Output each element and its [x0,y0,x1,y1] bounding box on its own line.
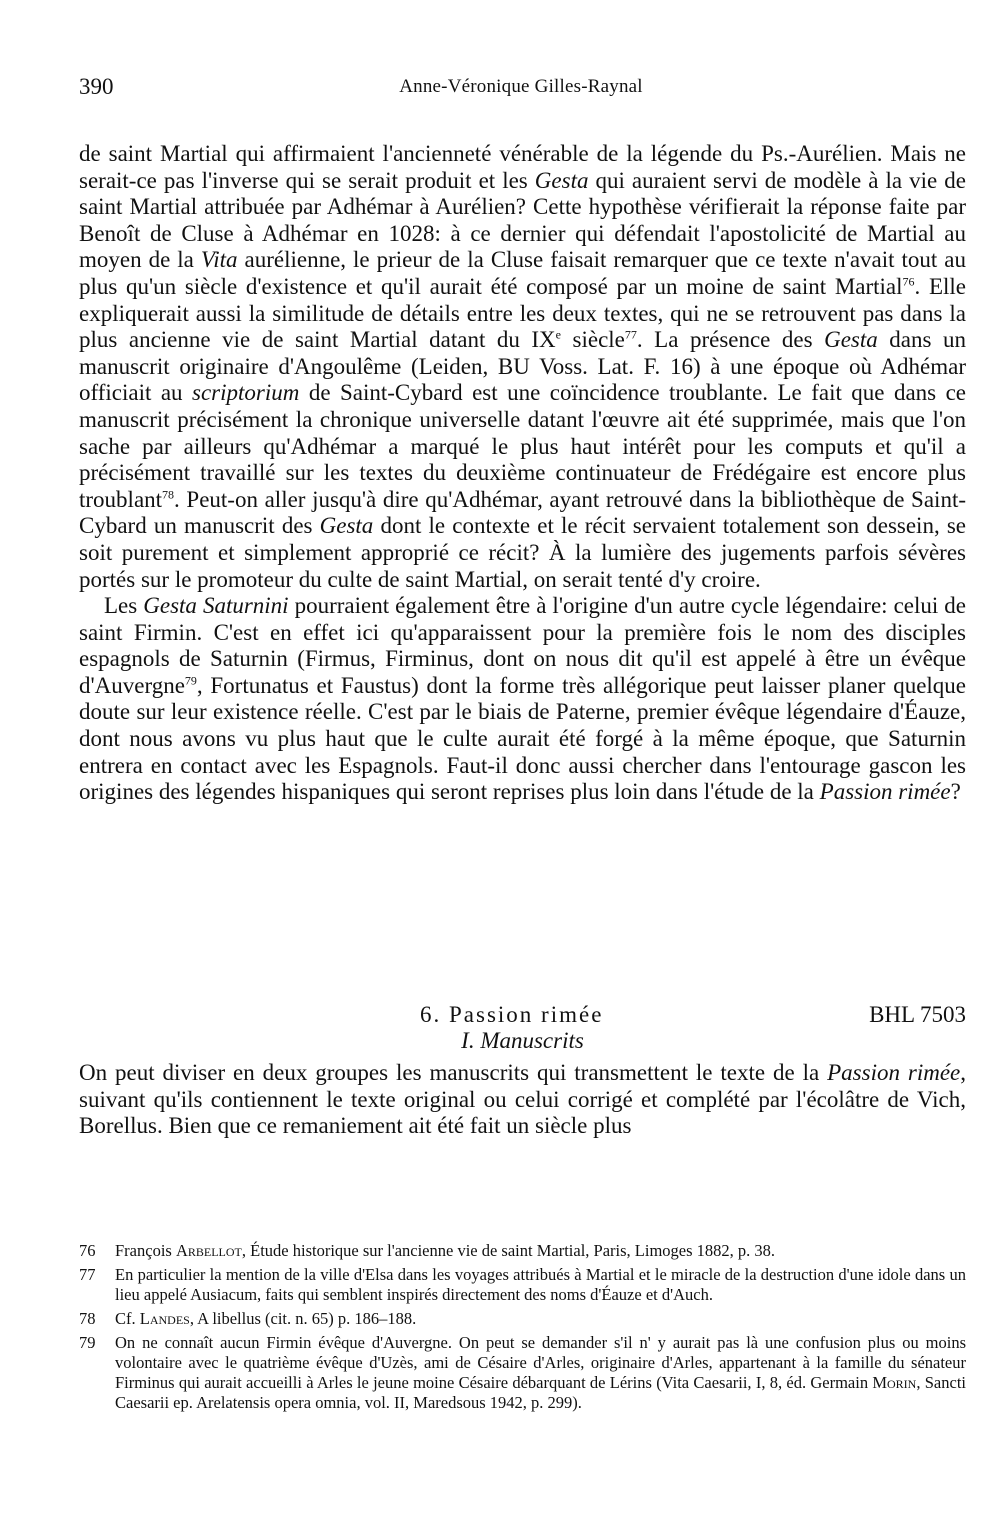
footnote-text [115,1333,966,1413]
footnote [79,1309,966,1329]
footnote-text: En particulier la mention de la ville d'Elsa dans les voyages attribués à Martial et le miracle de la destruction d'une idole dans un lieu appelé Ausiacum, faits qui semblent inspirés directement des noms d'Éauze et d'Auch. [115,1265,966,1304]
text-run: Cf. [115,1309,140,1328]
text-run: Les [104,593,144,619]
italic-title: Gesta [824,327,878,353]
text-run: , Sancti Caesarii ep. Arelatensis opera omnia, vol. II, Maredsous 1942, p. 299). [115,1373,966,1412]
page-header [79,74,963,104]
paragraph [79,593,966,806]
author-name: Morin [872,1373,917,1392]
footnote-ref: 78 [162,487,175,502]
footnote-number: 78 [79,1309,96,1328]
footnote-number: 77 [79,1265,96,1284]
section-title: 6. Passion rimée [420,1002,604,1027]
paragraph [79,1060,966,1140]
footnote [79,1333,966,1413]
footnote-ref: 77 [624,327,637,342]
text-run: On ne connaît aucun Firmin évêque d'Auvergne. On peut se demander s'il n' y aurait pas là une confusion plus ou moins volontaire avec le quatrième évêque d'Uzès, ami de Césaire d'Arles, originaire d'Arles, appartenant à la famille du sénateur Firminus qui aurait accueilli à Arles le jeune moine Césaire débarquant de Lérins (Vita Caesarii, I, 8, éd. Germain [115,1333,966,1392]
italic-title: Passion rimée [827,1060,961,1085]
superscript: e [555,327,561,342]
italic-term: scriptorium [192,380,300,406]
text-run: On peut diviser en deux groupes les manuscrits qui transmettent le texte de la [79,1060,828,1085]
text-run: dans un manuscrit originaire d'Angoulême (Leiden, BU Voss. Lat. F. 16) à une époque où Adhémar officiait au [79,327,966,406]
text-run: qui auraient servi de modèle à la vie de saint Martial attribuée par Adhémar à Aurélien? Cette hypothèse vérifierait la réponse faite par Benoît de Cluse à Adhémar en 1028: à ce dernier qui défendait l'apostolicité de Martial au moyen de la [79,167,967,273]
italic-title: Gesta [319,513,374,539]
author-name: Landes [139,1309,190,1328]
bhl-reference: BHL 7503 [869,1002,966,1027]
footnote-number: 79 [79,1333,96,1352]
text-run: de Saint-Cybard est une coïncidence troublante. Le fait que dans ce manuscrit précisément la chronique universelle datant l'œuvre ait été supprimée, mais que l'on sache par ailleurs qu'Adhémar a marqué le plus haut intérêt pour les computs et qu'il a précisément travaillé sur les textes du deuxième continuateur de Frédégaire est encore plus troublant [79,380,967,512]
text-run: , Fortunatus et Faustus) dont la forme très allégorique peut laisser planer quelque doute sur leur existence réelle. C'est par le biais de Paterne, premier évêque légendaire d'Éauze, dont nous avons vu plus haut que le culte aurait été forgé à la même époque, que Saturnin entrera en contact avec les Espagnols. Faut-il donc aussi chercher dans l'entourage gascon les origines des légendes hispaniques qui seront reprises plus loin dans l'étude de la [79,672,966,805]
footnote [79,1241,966,1261]
text-run: pourraient également être à l'origine d'un autre cycle légendaire: celui de saint Firmin. C'est en effet ici qu'apparaissent pour la première fois le nom des disciples espagnols de Saturnin (Firmus, Firminus, dont on nous dit qu'il est appelé à être un évêque d'Auvergne [79,593,967,698]
italic-title: Passion rimée [819,779,951,805]
footnote [79,1265,966,1305]
page-number: 390 [79,74,114,99]
text-run: . Elle expliquerait aussi la similitude de détails entre les deux textes, qui ne se retrouvent pas dans la plus ancienne vie de saint Martial datant du IX [79,273,966,353]
italic-title: Gesta Saturnini [143,593,289,619]
running-head: Anne-Véronique Gilles-Raynal [399,76,643,97]
italic-title: Gesta [534,167,589,193]
text-run: de saint Martial qui affirmaient l'ancienneté vénérable de la légende du Ps.-Aurélien. Mais ne serait-ce pas l'inverse qui se serait produit et les [79,141,966,193]
text-run: . La présence des [636,327,825,353]
italic-title: Vita [200,247,238,273]
text-run: siècle [561,327,625,353]
footnote-number: 76 [79,1241,96,1260]
text-run: . Peut-on aller jusqu'à dire qu'Adhémar, ayant retrouvé dans la bibliothèque de Saint-Cybard un manuscrit des [79,486,966,539]
text-run: ? [950,779,961,805]
text-run: dont le contexte et le récit servaient totalement son dessein, se soit purement et simplement approprié ce récit? À la lumière des jugements parfois sévères portés sur le promoteur du culte de saint Martial, on serait tenté d'y croire. [79,513,966,592]
text-run: , suivant qu'ils contiennent le texte original ou celui corrigé et complété par l'écolâtre de Vich, Borellus. Bien que ce remaniement ait été fait un siècle plus [79,1060,966,1139]
footnote-ref: 79 [184,673,197,688]
text-run: , Étude historique sur l'ancienne vie de saint Martial, Paris, Limoges 1882, p. 38. [241,1241,776,1260]
text-run: François [115,1241,176,1260]
footnote-text [115,1309,966,1329]
subsection-title: I. Manuscrits [461,1028,584,1053]
paragraph [79,141,966,593]
footnote-text [115,1241,966,1261]
body-text [79,141,966,806]
footnotes [79,1241,966,1417]
footnote-ref: 76 [902,274,915,289]
text-run: , A libellus (cit. n. 65) p. 186–188. [189,1309,417,1328]
text-run: aurélienne, le prieur de la Cluse faisait remarquer que ce texte n'avait tout au plus qu'un siècle d'existence et qu'il aurait été composé par un moine de saint Martial [79,247,966,299]
author-name: Arbellot [175,1241,242,1260]
